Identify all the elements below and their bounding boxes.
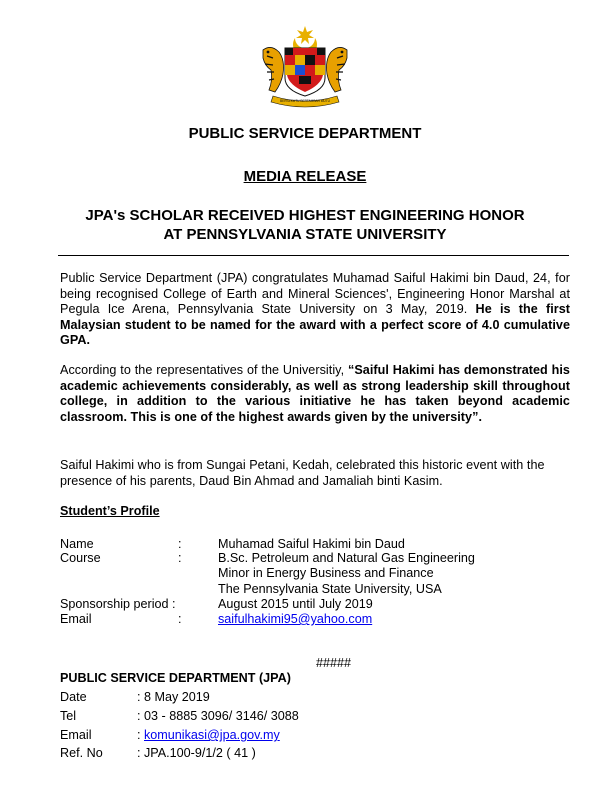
paragraph-3: Saiful Hakimi who is from Sungai Petani, Kedah, celebrated this historic event with the presence of his parents, Daud Bin Ahmad and Jamaliah binti Kasim. <box>60 458 545 488</box>
headline-line-2: AT PENNSYLVANIA STATE UNIVERSITY <box>163 226 447 243</box>
ref-label: Ref. No <box>60 746 103 760</box>
student-email-link[interactable]: saifulhakimi95@yahoo.com <box>218 612 373 626</box>
course-value-3: The Pennsylvania State University, USA <box>218 582 442 596</box>
date-label: Date <box>60 690 87 704</box>
paragraph-1 <box>60 271 570 349</box>
profile-heading: Student’s Profile <box>60 504 160 518</box>
headline-line-1: JPA's SCHOLAR RECEIVED HIGHEST ENGINEERING HONOR <box>85 207 525 224</box>
course-value-2: Minor in Energy Business and Finance <box>218 566 434 580</box>
paragraph-2-quote: “Saiful Hakimi has demonstrated his academic achievements considerably, as well as strong leadership skill throughout college, in addition to the various initiative he has taken beyond academic classroom. This is one of the highest awards given by the university”. <box>60 363 570 424</box>
email-label: Email <box>60 612 92 626</box>
release-type: MEDIA RELEASE <box>243 168 367 185</box>
email-colon: : <box>178 612 182 626</box>
course-colon: : <box>178 551 182 565</box>
ref-value: : JPA.100-9/1/2 ( 41 ) <box>137 746 256 760</box>
paragraph-2 <box>60 363 570 425</box>
department-title: PUBLIC SERVICE DEPARTMENT <box>188 125 422 142</box>
tel-label: Tel <box>60 709 77 723</box>
paragraph-1-bold: He is the first Malaysian student to be named for the award with a perfect score of 4.0 cumulative GPA. <box>60 302 571 348</box>
date-value: : 8 May 2019 <box>137 690 210 704</box>
name-value: Muhamad Saiful Hakimi bin Daud <box>218 537 405 551</box>
sponsorship-value: August 2015 until July 2019 <box>218 597 373 611</box>
sponsorship-label: Sponsorship period : <box>60 597 176 611</box>
tel-value: : 03 - 8885 3096/ 3146/ 3088 <box>137 709 299 723</box>
end-marker: ##### <box>316 656 352 670</box>
paragraph-1-text: Public Service Department (JPA) congratulates Muhamad Saiful Hakimi bin Daud, 24, for being recognised College of Earth and Mineral Sciences', Engineering Honor Marshal at Pegula Ice Arena, Pennsylvania State University on 3 May, 2019. <box>60 271 570 317</box>
contact-email-value <box>137 728 280 744</box>
course-label: Course <box>60 551 101 565</box>
contact-heading: PUBLIC SERVICE DEPARTMENT (JPA) <box>60 671 291 685</box>
svg-text:BERSEKUTU BERTAMBAH MUTU: BERSEKUTU BERTAMBAH MUTU <box>279 99 331 103</box>
paragraph-2-text: According to the representatives of the Universitiy, <box>60 363 348 377</box>
course-value-1: B.Sc. Petroleum and Natural Gas Engineering <box>218 551 475 565</box>
name-label: Name <box>60 537 94 551</box>
coat-of-arms-logo <box>255 24 355 110</box>
name-colon: : <box>178 537 182 551</box>
divider <box>58 255 569 256</box>
headline <box>0 206 610 244</box>
contact-email-label: Email <box>60 728 92 742</box>
contact-email-colon: : <box>137 728 144 742</box>
contact-email-link[interactable]: komunikasi@jpa.gov.my <box>144 728 280 742</box>
